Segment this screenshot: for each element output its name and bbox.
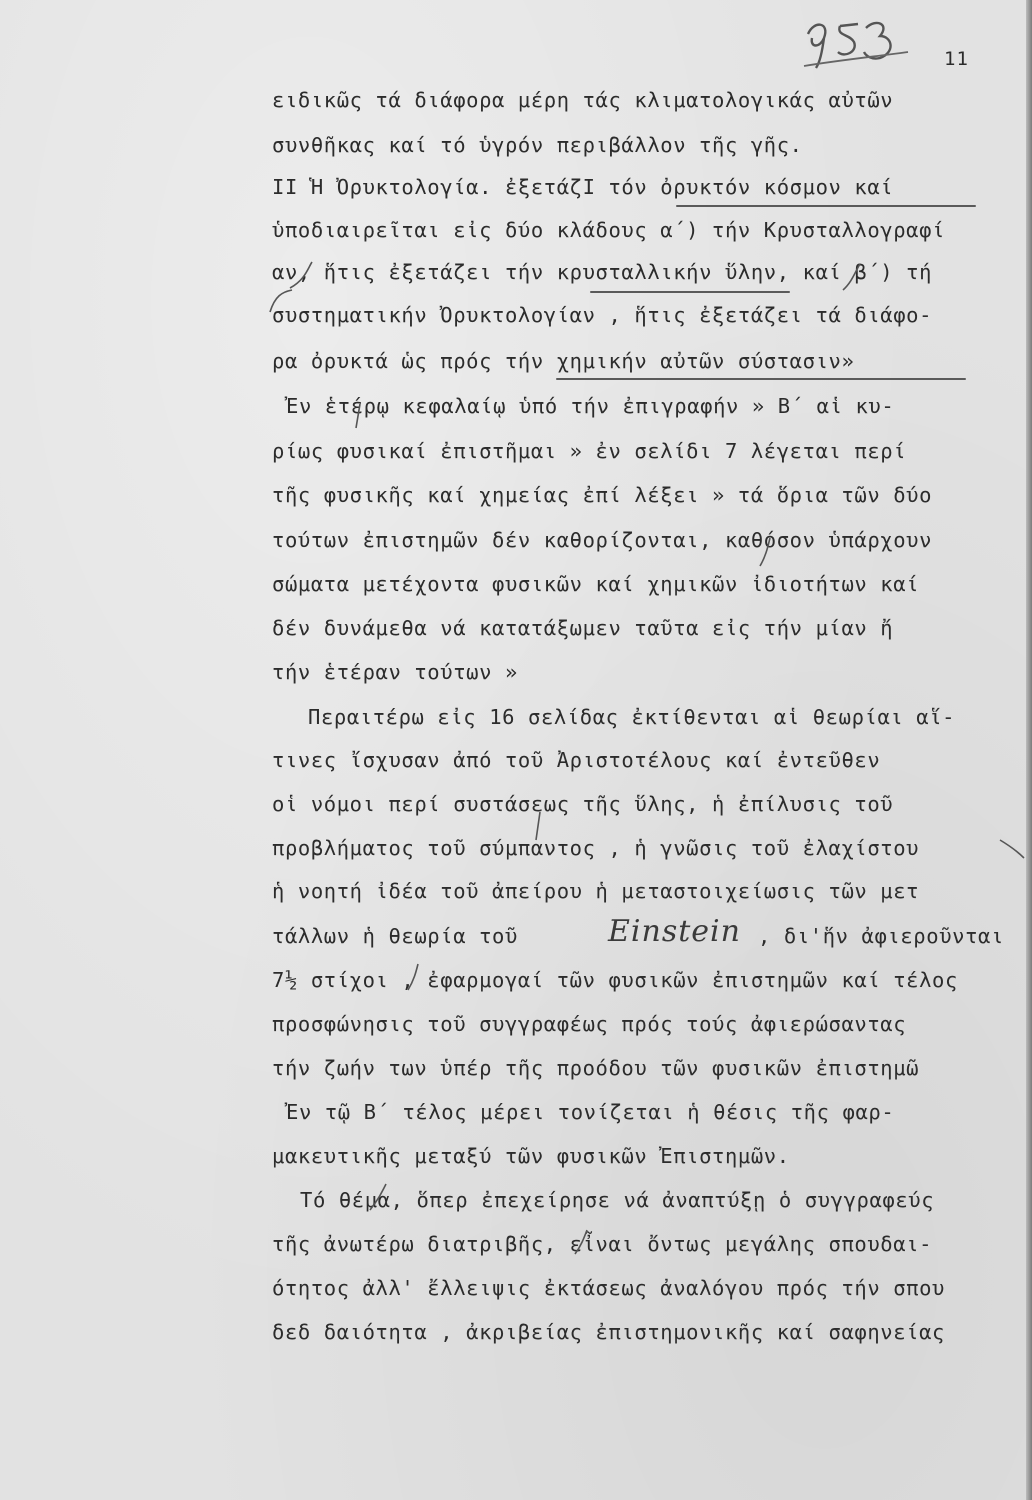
text-line-6: συστηματικήν Ὀρυκτολογίαν , ἥτις ἐξετάζει τά διάφο- [272, 303, 933, 327]
text-line-29: δεδ δαιότητα , ἀκριβείας ἐπιστημονικῆς καί σαφηνείας [272, 1320, 945, 1344]
text-line-26: Τό θέμα, ὅπερ ἐπεχείρησε νά ἀναπτύξῃ ὁ συγγραφεύς [300, 1188, 935, 1212]
underline-krystalliken [590, 291, 790, 293]
text-line-15: Περαιτέρω εἰς 16 σελίδας ἐκτίθενται αἱ θεωρίαι αἵ- [308, 705, 956, 729]
text-line-2: συνθῆκας καί τό ὑγρόν περιβάλλον τῆς γῆς. [272, 133, 803, 157]
text-line-22: προσφώνησις τοῦ συγγραφέως πρός τούς ἀφιερώσαντας [272, 1012, 907, 1036]
text-line-17: οἱ νόμοι περί συστάσεως τῆς ὕλης, ἡ ἐπίλυσις τοῦ [272, 792, 894, 816]
text-line-13: δέν δυνάμεθα νά κατατάξωμεν ταῦτα εἰς τήν μίαν ἤ [272, 616, 894, 640]
text-line-20: τάλλων ἡ θεωρία τοῦ [272, 924, 518, 948]
text-line-19: ἡ νοητή ἰδέα τοῦ ἀπείρου ἡ μεταστοιχείωσις τῶν μετ [272, 879, 920, 903]
text-line-8: Ἐν ἑτέρῳ κεφαλαίῳ ὑπό τήν ἐπιγραφήν » Β΄ αἱ κυ- [286, 394, 895, 418]
text-line-16: τινες ἴσχυσαν ἀπό τοῦ Ἀριστοτέλους καί ἐντεῦθεν [272, 748, 881, 772]
text-line-11: τούτων ἐπιστημῶν δέν καθορίζονται, καθόσον ὑπάρχουν [272, 528, 933, 552]
underline-chemiken-systasin [556, 378, 966, 380]
text-line-14: τήν ἑτέραν τούτων » [272, 660, 518, 684]
text-line-18: προβλήματος τοῦ σύμπαντος , ἡ γνῶσις τοῦ ἐλαχίστου [272, 836, 920, 860]
text-line-7: ρα ὀρυκτά ὡς πρός τήν χημικήν αὐτῶν σύστασιν» [272, 349, 855, 373]
text-line-4: ὑποδιαιρεῖται εἰς δύο κλάδους α΄) τήν Κρυσταλλογραφί [272, 218, 945, 242]
text-line-28: ότητος ἀλλ' ἔλλειψις ἐκτάσεως ἀναλόγου πρός τήν σπου [272, 1276, 945, 1300]
handwritten-folio-mark [800, 12, 910, 72]
text-line-12: σώματα μετέχοντα φυσικῶν καί χημικῶν ἰδιοτήτων καί [272, 572, 920, 596]
text-line-10: τῆς φυσικῆς καί χημείας ἐπί λέξει » τά ὅρια τῶν δύο [272, 483, 933, 507]
text-line-3: ΙΙ Ἡ Ὀρυκτολογία. ἐξετάζΙ τόν ὀρυκτόν κόσμον καί [272, 175, 894, 199]
text-line-24: Ἐν τῷ Β΄ τέλος μέρει τονίζεται ἡ θέσις τῆς φαρ- [286, 1100, 895, 1124]
underline-orykton-kosmon [676, 205, 976, 207]
page-number: 11 [944, 48, 969, 70]
text-line-9: ρίως φυσικαί ἐπιστῆμαι » ἐν σελίδι 7 λέγεται περί [272, 439, 907, 463]
text-line-21: 7½ στίχοι , ἐφαρμογαί τῶν φυσικῶν ἐπιστημῶν καί τέλος [272, 968, 958, 992]
handwritten-einstein: Einstein [608, 914, 741, 949]
text-line-27: τῆς ἀνωτέρω διατριβῆς, εἶναι ὄντως μεγάλης σπουδαι- [272, 1232, 933, 1256]
text-line-1: ειδικῶς τά διάφορα μέρη τάς κλιματολογικάς αὐτῶν [272, 88, 894, 112]
text-line-5: αν, ἥτις ἐξετάζει τήν κρυσταλλικήν ὕλην, καί β΄) τή [272, 260, 933, 284]
text-line-23: τήν ζωήν των ὑπέρ τῆς προόδου τῶν φυσικῶν ἐπιστημῶ [272, 1056, 920, 1080]
text-line-20-tail: , δι'ἥν ἀφιεροῦνται [758, 924, 1004, 948]
page-edge-shadow [1026, 0, 1032, 1500]
text-line-25: μακευτικῆς μεταξύ τῶν φυσικῶν Ἐπιστημῶν. [272, 1144, 790, 1168]
